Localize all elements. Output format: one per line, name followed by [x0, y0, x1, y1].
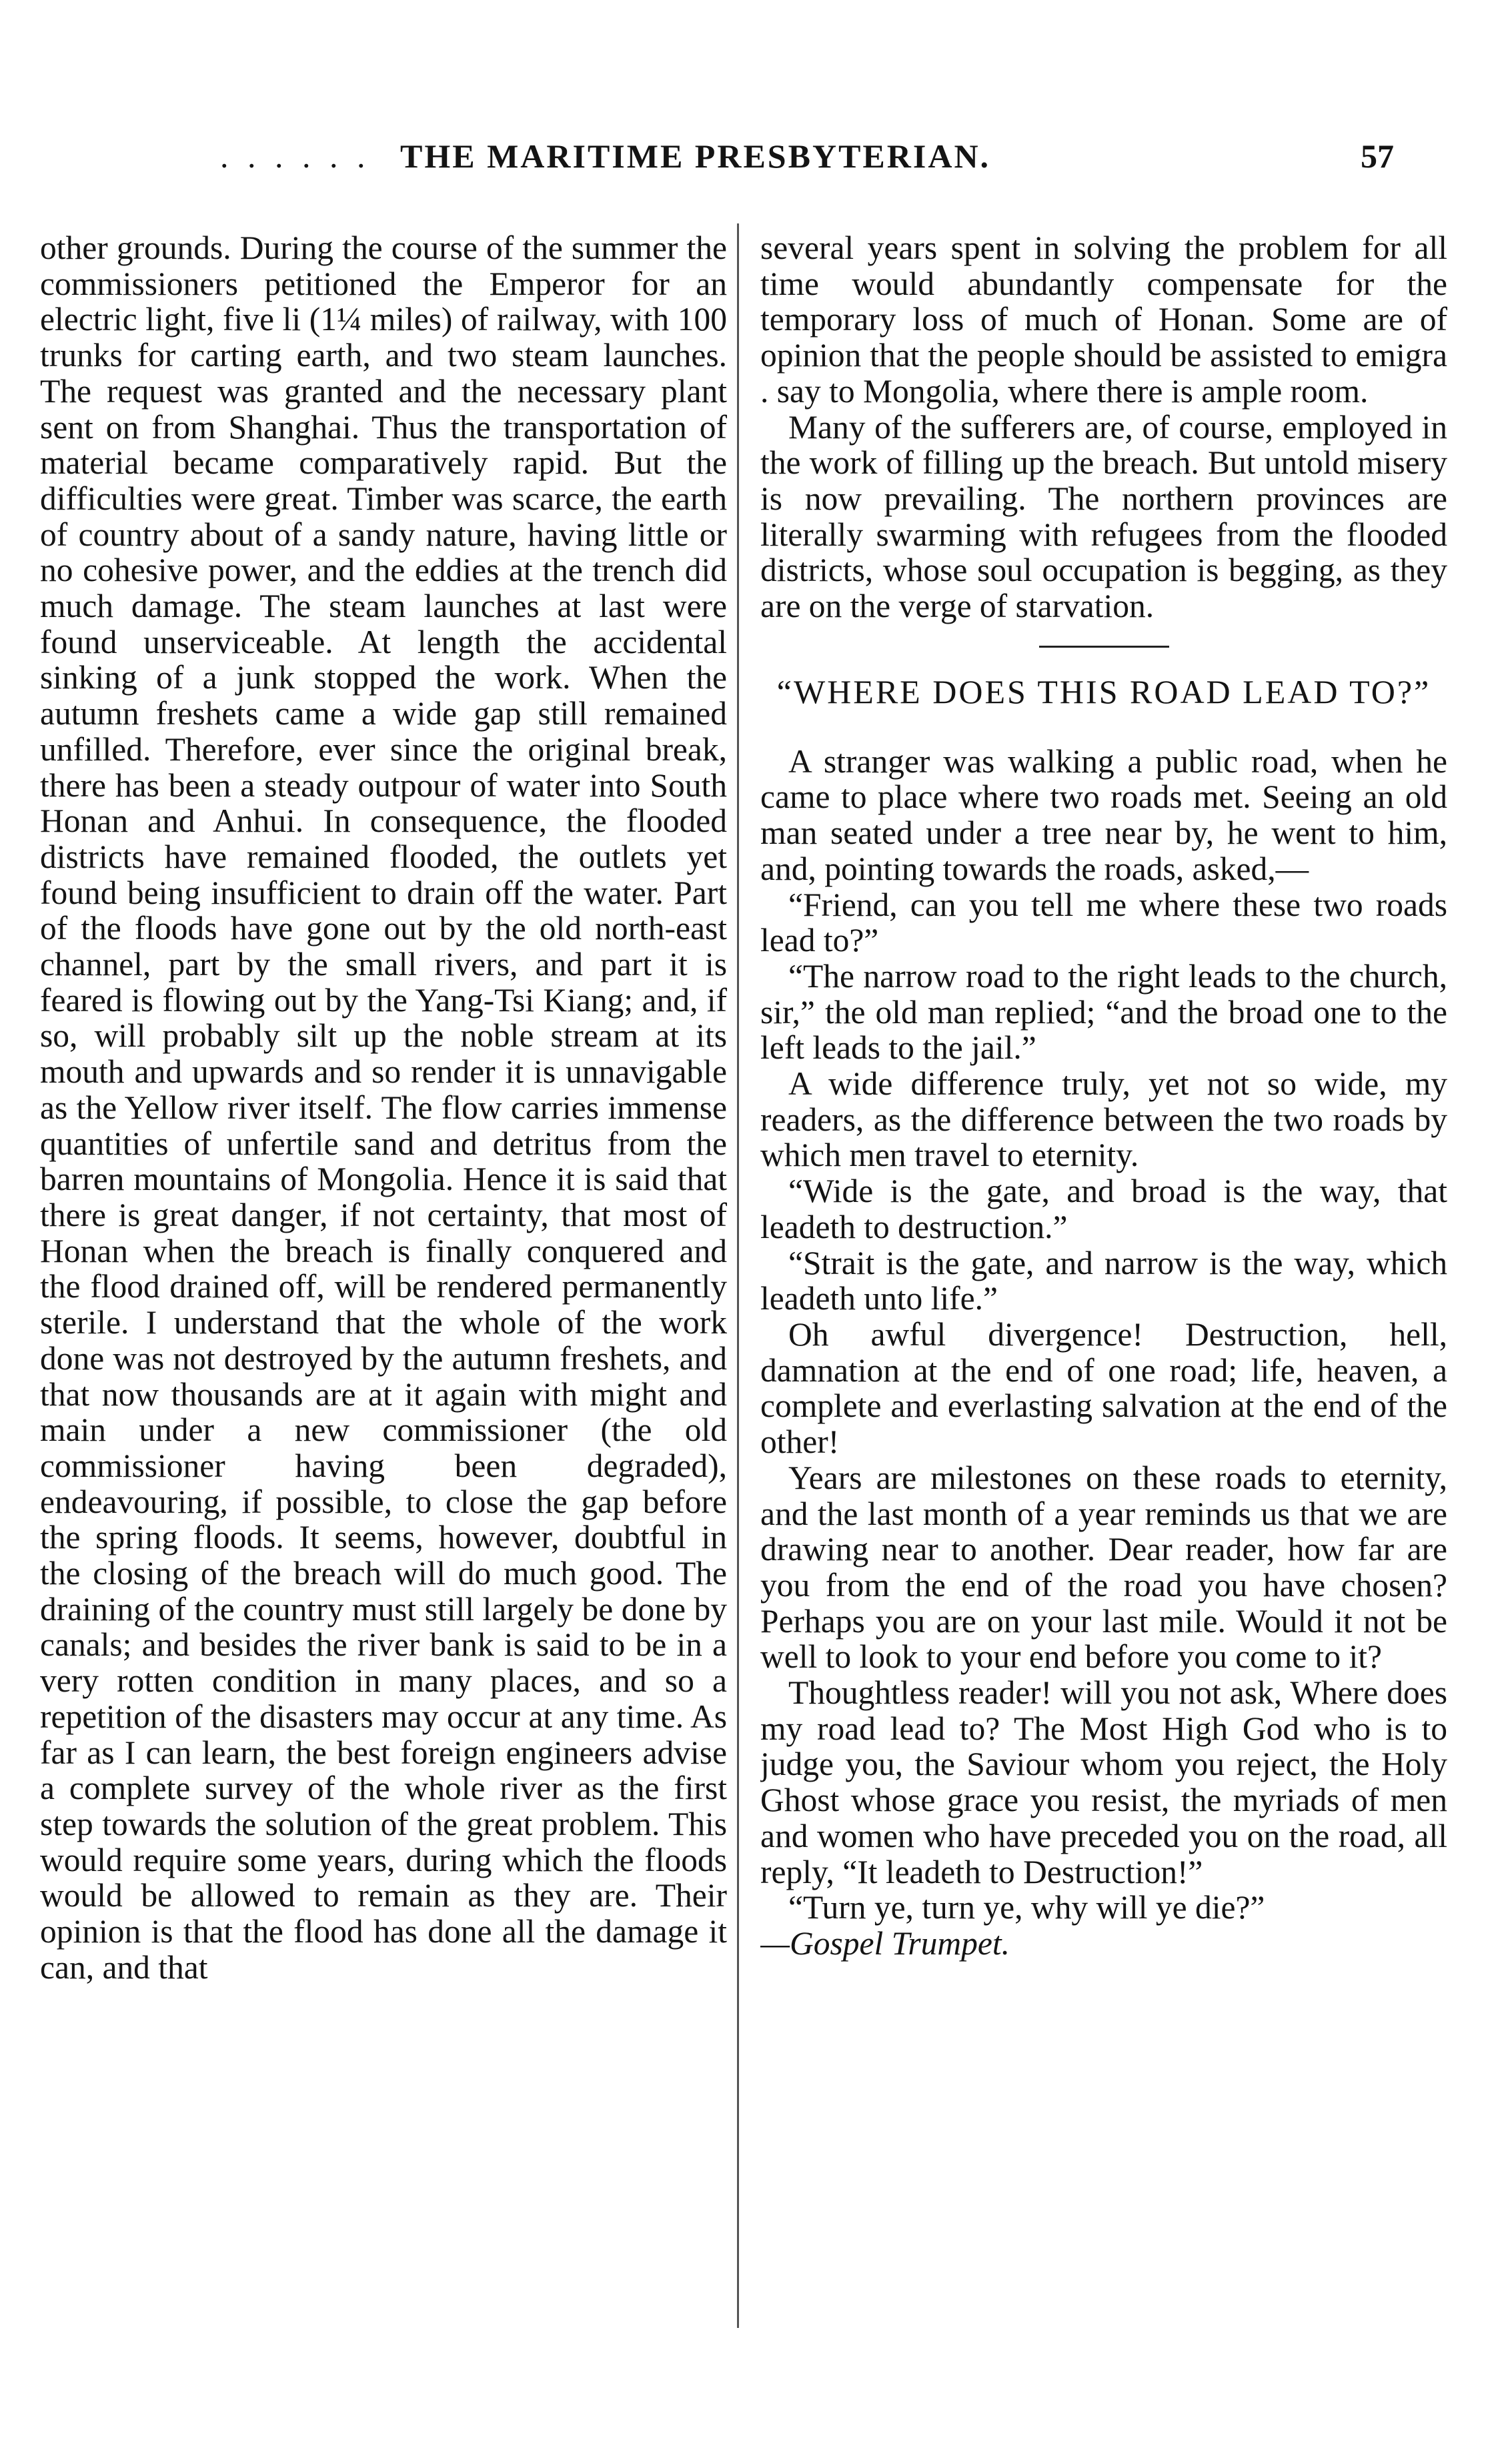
- column-divider: [737, 223, 739, 2328]
- article-paragraph: “Strait is the gate, and narrow is the way, which leadeth unto life.”: [760, 1244, 1447, 1317]
- article-paragraph: “The narrow road to the right leads to the church, sir,” the old man replied; “and the broad one to the left leads to the jail.”: [760, 957, 1447, 1067]
- left-column-paragraph: other grounds. During the course of the summer the commissioners petitioned the Emperor for an electric light, five li (1¼ miles) of railway, with 100 trunks for carting earth, and two steam launches. The request was granted and the necessary plant sent on from Shanghai. Thus the transportation of material became comparatively rapid. But the difficulties were great. Timber was scarce, the earth of country about of a sandy nature, having little or no cohesive power, and the eddies at the trench did much damage. The steam launches at last were found unserviceable. At length the accidental sinking of a junk stopped the work. When the autumn freshets came a wide gap still remained unfilled. Therefore, ever since the original break, there has been a steady outpour of water into South Honan and Anhui. In consequence, the flooded districts have remained flooded, the outlets yet found being insufficient to drain off the water. Part of the floods have gone out by the old north-east channel, part by the small rivers, and part it is feared is flowing out by the Yang-Tsi Kiang; and, if so, will probably silt up the noble stream at its mouth and upwards and so render it is unnavigable as the Yellow river itself. The flow carries immense quantities of unfertile sand and detritus from the barren mountains of Mongolia. Hence it is said that there is great danger, if not certainty, that most of Honan when the breach is finally conquered and the flood drained off, will be rendered permanently sterile. I understand that the whole of the work done was not destroyed by the autumn freshets, and that now thousands are at it again with might and main under a new commissioner (the old commissioner having been degraded), endeavouring, if possible, to close the gap before the spring floods. It seems, however, doubtful in the closing of the breach will do much good. The draining of the country must still largely be done by canals; and besides the river bank is said to be in a very rotten condition in many places, and so a repetition of the disasters may occur at any time. As far as I can learn, the best foreign engineers advise a complete survey of the whole river as the first step towards the solution of the great problem. This would require some years, during which the floods would be allowed to remain as they are. Their opinion is that the flood has done all the damage it can, and that: [40, 230, 727, 1986]
- article-paragraph: A stranger was walking a public road, when he came to place where two roads met. Seeing an old man seated under a tree near by, he went to him, and, pointing towards the roads, asked,—: [760, 742, 1447, 887]
- running-title: THE MARITIME PRESBYTERIAN.: [400, 137, 991, 175]
- article-paragraph: “Friend, can you tell me where these two roads lead to?”: [760, 886, 1447, 959]
- article-paragraph: Oh awful divergence! Destruction, hell, damnation at the end of one road; life, heaven, a complete and everlasting salvation at the end of the other!: [760, 1315, 1447, 1461]
- left-column: [40, 230, 727, 2351]
- page-number: 57: [1361, 137, 1394, 175]
- article-paragraph: Thoughtless reader! will you not ask, Where does my road lead to? The Most High God who is to judge you, the Saviour whom you reject, the Holy Ghost whose grace you resist, the myriads of men and women who have preceded you on the road, all reply, “It leadeth to Destruction!”: [760, 1674, 1447, 1890]
- continuation-paragraph: several years spent in solving the problem for all time would abundantly compensate for the temporary loss of much of Honan. Some are of opinion that the people should be assisted to emigra . say to Mongolia, where there is ample room.: [760, 230, 1447, 410]
- right-column: [760, 230, 1447, 2335]
- page-header: [0, 0, 1512, 200]
- article-signature: —Gospel Trumpet.: [760, 1924, 1010, 1962]
- article-paragraph: “Turn ye, turn ye, why will ye die?”: [788, 1889, 1265, 1926]
- article-paragraph: “Wide is the gate, and broad is the way, that leadeth to destruction.”: [760, 1173, 1447, 1245]
- article-paragraph: Years are milestones on these roads to eternity, and the last month of a year reminds us that we are drawing near to another. Dear reader, how far are you from the end of the road you have chosen? Perhaps you are on your last mile. Would it not be well to look to your end before you come to it?: [760, 1459, 1447, 1676]
- section-divider: [1039, 646, 1169, 648]
- article-paragraph: Many of the sufferers are, of course, employed in the work of filling up the breach. But untold misery is now prevailing. The northern provinces are literally swarming with refugees from the flooded districts, whose soul occupation is begging, as they are on the verge of starvation.: [760, 408, 1447, 625]
- article-paragraph: A wide difference truly, yet not so wide, my readers, as the difference between the two roads by which men travel to eternity.: [760, 1065, 1447, 1174]
- article-heading: “WHERE DOES THIS ROAD LEAD TO?”: [776, 672, 1431, 710]
- header-dots: . . . . . .: [220, 137, 371, 175]
